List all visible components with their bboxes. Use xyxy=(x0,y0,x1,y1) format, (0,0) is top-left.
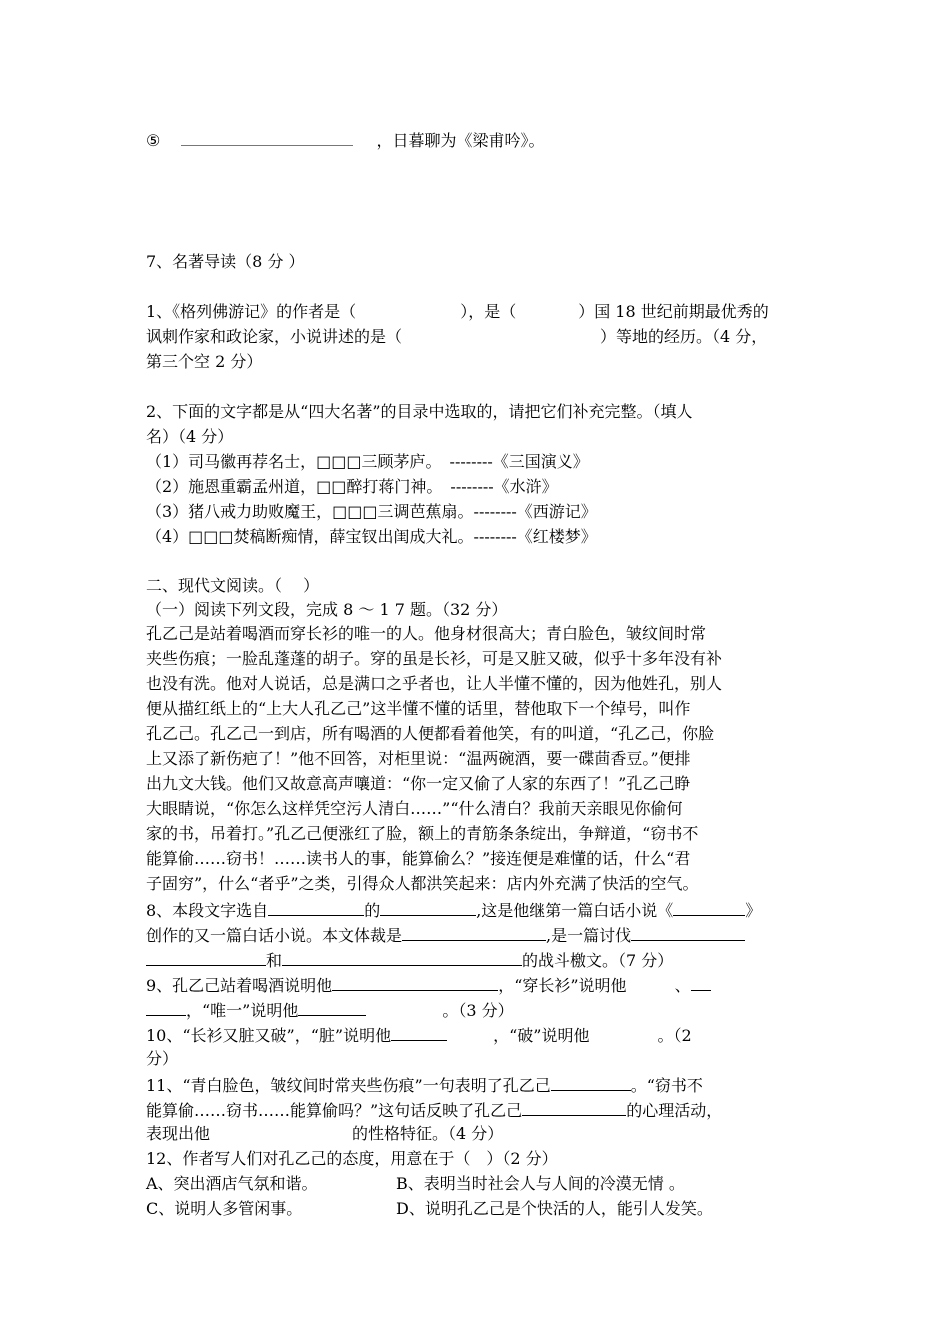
q8-text-e: 创作的又一篇白话小说。本文体裁是 xyxy=(146,926,403,945)
q12-option-d[interactable]: D、说明孔乙己是个快活的人，能引人发笑。 xyxy=(396,1199,713,1218)
q9-blank-3[interactable] xyxy=(691,972,711,991)
verse-5-line xyxy=(146,127,545,153)
q11-text-f: 的性格特征。（4 分） xyxy=(352,1124,504,1143)
circled-number-5: ⑤ xyxy=(146,131,161,150)
verse-5-tail: ，日暮聊为《梁甫吟》。 xyxy=(376,131,545,150)
q7-2-item-1: （1）司马徽再荐名士，□□□三顾茅庐。 --------《三国演义》 xyxy=(146,452,589,471)
passage-line-11: 子固穷”，什么“者乎”之类，引得众人都洪笑起来：店内外充满了快活的空气。 xyxy=(146,874,699,893)
q9-line-1 xyxy=(146,972,711,998)
q11-text-d: 的心理活动， xyxy=(626,1101,723,1120)
passage-line-10: 能算偷……窃书！……读书人的事，能算偷么？”接连便是难懂的话，什么“君 xyxy=(146,849,691,868)
q8-text-d: 》 xyxy=(745,901,762,920)
q7-2-item-3: （3）猪八戒力助败魔王，□□□三调芭蕉扇。--------《西游记》 xyxy=(146,502,597,521)
q8-blank-2[interactable] xyxy=(380,897,476,916)
q9-text-a: 9、孔乙己站着喝酒说明他 xyxy=(146,976,333,995)
q8-text-f: ,是一篇讨伐 xyxy=(546,926,632,945)
q11-line-1 xyxy=(146,1072,703,1098)
q7-2-line-2: 名）（4 分） xyxy=(146,427,234,446)
q10-blank-1[interactable] xyxy=(391,1022,447,1041)
passage-line-1: 孔乙己是站着喝酒而穿长衫的唯一的人。他身材很高大；青白脸色，皱纹间时常 xyxy=(146,624,707,643)
q9-text-e: 。（3 分） xyxy=(442,1001,514,1020)
q10-line-1 xyxy=(146,1022,692,1048)
q7-1-text-c: ）国 18 世纪前期最优秀的 xyxy=(578,302,769,321)
q8-text-h: 的战斗檄文。（7 分） xyxy=(522,951,674,970)
q9-text-c: 、 xyxy=(674,976,691,995)
q7-title: 7、名著导读（8 分 ） xyxy=(146,252,305,271)
q11-blank-1[interactable] xyxy=(551,1072,631,1091)
q9-text-b: ，“穿长衫”说明他 xyxy=(498,976,627,995)
q12-option-c[interactable]: C、说明人多管闲事。 xyxy=(146,1199,303,1218)
section-2-subtitle: （一）阅读下列文段，完成 8 ～ 1 7 题。（32 分） xyxy=(146,600,508,619)
q9-blank-4[interactable] xyxy=(146,997,186,1016)
q9-blank-5[interactable] xyxy=(298,997,366,1016)
q9-text-d: ，“唯一”说明他 xyxy=(186,1001,299,1020)
q11-text-c: 能算偷……窃书……能算偷吗？”这句话反映了孔乙己 xyxy=(146,1101,523,1120)
q8-blank-1[interactable] xyxy=(268,897,364,916)
q11-text-a: 11、“青白脸色，皱纹间时常夹些伤痕”一句表明了孔乙己 xyxy=(146,1076,551,1095)
q9-blank-1[interactable] xyxy=(332,972,498,991)
q7-2-item-2: （2）施恩重霸孟州道，□□醉打蒋门神。 --------《水浒》 xyxy=(146,477,558,496)
q12-option-b[interactable]: B、表明当时社会人与人间的冷漠无情 。 xyxy=(396,1174,685,1193)
q11-line-3 xyxy=(146,1122,503,1146)
passage-line-7: 出九文大钱。他们又故意高声嚷道：“你一定又偷了人家的东西了！”孔乙己睁 xyxy=(146,774,691,793)
q8-blank-6[interactable] xyxy=(146,947,266,966)
verse-5-blank[interactable] xyxy=(181,127,353,146)
q11-text-b: 。“窃书不 xyxy=(630,1076,703,1095)
q7-2-line-1: 2、下面的文字都是从“四大名著”的目录中选取的，请把它们补充完整。（填人 xyxy=(146,402,693,421)
q8-blank-5[interactable] xyxy=(631,922,745,941)
q10-text-c: 。（2 xyxy=(657,1026,692,1045)
q8-line-3 xyxy=(146,947,673,973)
q8-text-a: 8、本段文字选自 xyxy=(146,901,269,920)
q9-line-2 xyxy=(146,997,514,1023)
q7-2-item-4: （4）□□□焚稿断痴情，薛宝钗出闺成大礼。--------《红楼梦》 xyxy=(146,527,597,546)
q8-blank-4[interactable] xyxy=(402,922,546,941)
q7-1-text-e: ）等地的经历。（4 分， xyxy=(600,327,768,346)
passage-line-8: 大眼睛说，“你怎么这样凭空污人清白……”“什么清白？我前天亲眼见你偷何 xyxy=(146,799,683,818)
q7-1-text-b: ），是（ xyxy=(460,302,517,321)
q10-text-b: ，“破”说明他 xyxy=(493,1026,590,1045)
q11-line-2 xyxy=(146,1097,722,1123)
q11-text-e: 表现出他 xyxy=(146,1124,211,1143)
q8-line-2 xyxy=(146,922,745,948)
passage-line-3: 也没有洗。他对人说话，总是满口之乎者也，让人半懂不懂的，因为他姓孔，别人 xyxy=(146,674,723,693)
q10-text-a: 10、“长衫又脏又破”，“脏”说明他 xyxy=(146,1026,392,1045)
q12-title: 12、作者写人们对孔乙己的态度，用意在于（ ）（2 分） xyxy=(146,1149,558,1168)
q8-blank-7[interactable] xyxy=(282,947,522,966)
q7-1-text-a: 1、《格列佛游记》的作者是（ xyxy=(146,302,357,321)
q8-text-c: ,这是他继第一篇白话小说《 xyxy=(476,901,674,920)
q10-line-2: 分） xyxy=(146,1049,179,1068)
passage-line-6: 上又添了新伤疤了！”他不回答，对柜里说：“温两碗酒，要一碟茴香豆。”便排 xyxy=(146,749,691,768)
q8-line-1 xyxy=(146,897,761,923)
passage-line-5: 孔乙己。孔乙己一到店，所有喝酒的人便都看着他笑，有的叫道，“孔乙己，你脸 xyxy=(146,724,715,743)
q8-text-b: 的 xyxy=(364,901,381,920)
passage-line-9: 家的书，吊着打。”孔乙己便涨红了脸，额上的青筋条条绽出，争辩道，“窃书不 xyxy=(146,824,699,843)
q8-text-g: 和 xyxy=(266,951,283,970)
passage-line-4: 便从描红纸上的“上大人孔乙己”这半懂不懂的话里，替他取下一个绰号，叫作 xyxy=(146,699,691,718)
q7-1-line-1 xyxy=(146,300,769,324)
q7-1-text-d: 讽刺作家和政论家，小说讲述的是（ xyxy=(146,327,403,346)
q7-1-line-2 xyxy=(146,325,767,349)
passage-line-2: 夹些伤痕；一脸乱蓬蓬的胡子。穿的虽是长衫，可是又脏又破，似乎十多年没有补 xyxy=(146,649,723,668)
q8-blank-3[interactable] xyxy=(673,897,745,916)
q12-option-a[interactable]: A、突出酒店气氛和谐。 xyxy=(146,1174,318,1193)
section-2-title: 二、现代文阅读。（ ） xyxy=(146,576,320,595)
q11-blank-2[interactable] xyxy=(522,1097,626,1116)
q7-1-line-3: 第三个空 2 分） xyxy=(146,352,263,371)
